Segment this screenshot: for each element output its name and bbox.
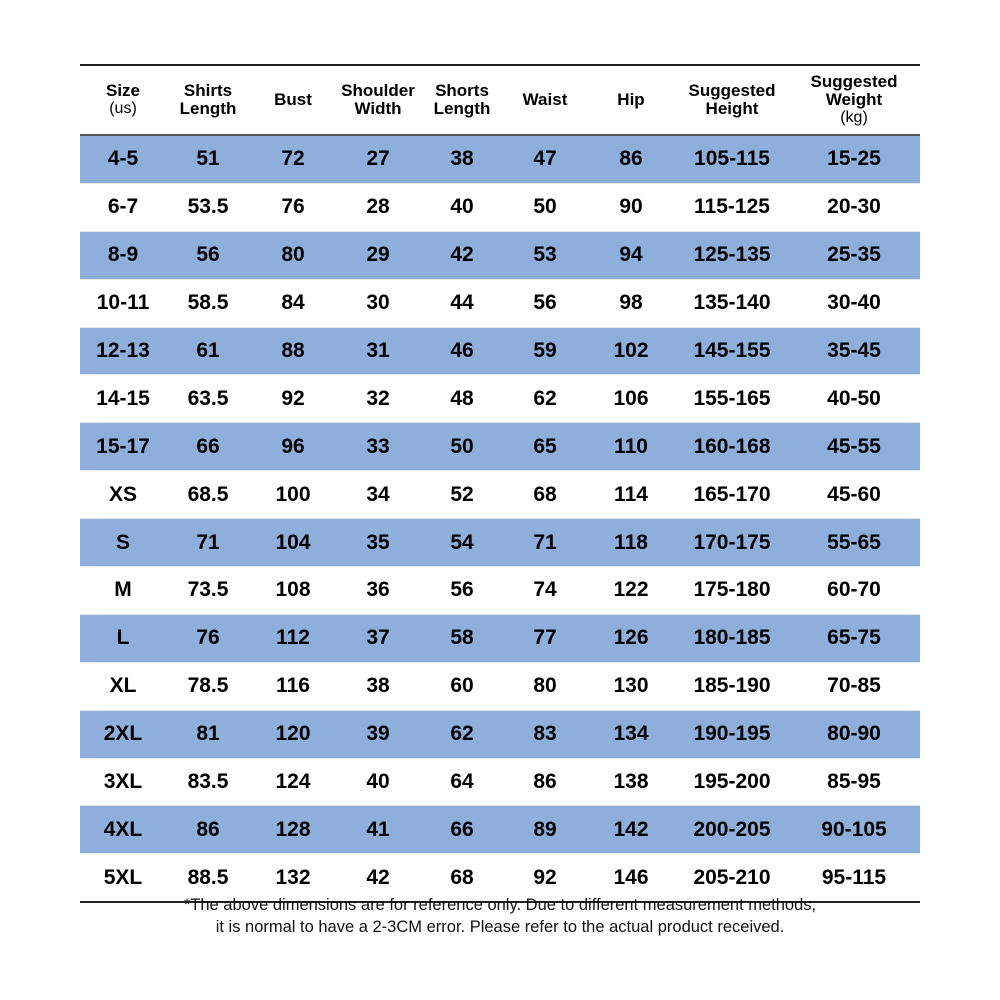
table-row <box>80 135 920 183</box>
cell-bust: 72 <box>250 135 336 183</box>
cell-shirts-length: 61 <box>166 327 250 375</box>
cell-suggested-height: 115-125 <box>676 183 788 231</box>
cell-suggested-height: 155-165 <box>676 375 788 423</box>
cell-shorts-length: 48 <box>420 375 504 423</box>
cell-suggested-height: 200-205 <box>676 806 788 854</box>
cell-suggested-height: 165-170 <box>676 471 788 519</box>
cell-bust: 120 <box>250 710 336 758</box>
cell-waist: 92 <box>504 854 586 901</box>
cell-waist: 74 <box>504 567 586 615</box>
cell-suggested-weight: 60-70 <box>788 567 920 615</box>
cell-shirts-length: 83.5 <box>166 758 250 806</box>
cell-bust: 108 <box>250 567 336 615</box>
cell-bust: 116 <box>250 662 336 710</box>
header-label: Hip <box>617 90 645 109</box>
cell-shoulder-width: 32 <box>336 375 420 423</box>
header-label: Shorts Length <box>433 81 491 118</box>
cell-shorts-length: 56 <box>420 567 504 615</box>
cell-size: 3XL <box>80 758 166 806</box>
cell-shoulder-width: 28 <box>336 183 420 231</box>
cell-waist: 53 <box>504 231 586 279</box>
cell-bust: 104 <box>250 519 336 567</box>
cell-suggested-height: 170-175 <box>676 519 788 567</box>
cell-waist: 50 <box>504 183 586 231</box>
cell-waist: 56 <box>504 279 586 327</box>
cell-shorts-length: 46 <box>420 327 504 375</box>
cell-suggested-height: 145-155 <box>676 327 788 375</box>
cell-shorts-length: 60 <box>420 662 504 710</box>
header-shorts-length <box>420 66 504 135</box>
cell-suggested-height: 180-185 <box>676 614 788 662</box>
table-row <box>80 327 920 375</box>
header-unit: (us) <box>109 100 137 117</box>
cell-shoulder-width: 42 <box>336 854 420 901</box>
cell-waist: 77 <box>504 614 586 662</box>
cell-shirts-length: 76 <box>166 614 250 662</box>
cell-size: 5XL <box>80 854 166 901</box>
cell-size: 15-17 <box>80 423 166 471</box>
table-row <box>80 710 920 758</box>
cell-hip: 146 <box>586 854 676 901</box>
cell-waist: 47 <box>504 135 586 183</box>
cell-waist: 71 <box>504 519 586 567</box>
cell-hip: 110 <box>586 423 676 471</box>
cell-bust: 124 <box>250 758 336 806</box>
cell-shirts-length: 86 <box>166 806 250 854</box>
header-label: Bust <box>274 90 312 109</box>
cell-shirts-length: 73.5 <box>166 567 250 615</box>
cell-hip: 86 <box>586 135 676 183</box>
cell-shoulder-width: 40 <box>336 758 420 806</box>
cell-shirts-length: 56 <box>166 231 250 279</box>
cell-waist: 62 <box>504 375 586 423</box>
cell-shirts-length: 68.5 <box>166 471 250 519</box>
cell-suggested-weight: 90-105 <box>788 806 920 854</box>
cell-shirts-length: 53.5 <box>166 183 250 231</box>
cell-bust: 92 <box>250 375 336 423</box>
cell-size: M <box>80 567 166 615</box>
cell-suggested-weight: 55-65 <box>788 519 920 567</box>
table-row <box>80 567 920 615</box>
header-row <box>80 66 920 135</box>
header-suggested-weight <box>788 66 920 135</box>
cell-bust: 76 <box>250 183 336 231</box>
cell-waist: 89 <box>504 806 586 854</box>
cell-bust: 84 <box>250 279 336 327</box>
cell-suggested-weight: 20-30 <box>788 183 920 231</box>
cell-suggested-weight: 45-60 <box>788 471 920 519</box>
cell-suggested-weight: 25-35 <box>788 231 920 279</box>
cell-bust: 100 <box>250 471 336 519</box>
cell-suggested-weight: 40-50 <box>788 375 920 423</box>
cell-size: L <box>80 614 166 662</box>
cell-hip: 90 <box>586 183 676 231</box>
header-label: Waist <box>522 90 568 109</box>
cell-suggested-height: 195-200 <box>676 758 788 806</box>
cell-suggested-height: 135-140 <box>676 279 788 327</box>
table-row <box>80 806 920 854</box>
header-hip <box>586 66 676 135</box>
table-row <box>80 758 920 806</box>
cell-shirts-length: 81 <box>166 710 250 758</box>
cell-hip: 126 <box>586 614 676 662</box>
cell-shorts-length: 38 <box>420 135 504 183</box>
cell-hip: 134 <box>586 710 676 758</box>
disclaimer-note <box>0 894 1000 938</box>
cell-shorts-length: 44 <box>420 279 504 327</box>
cell-hip: 118 <box>586 519 676 567</box>
cell-bust: 132 <box>250 854 336 901</box>
cell-size: 10-11 <box>80 279 166 327</box>
cell-shoulder-width: 30 <box>336 279 420 327</box>
header-unit: (kg) <box>840 109 868 126</box>
cell-size: 4XL <box>80 806 166 854</box>
cell-shoulder-width: 29 <box>336 231 420 279</box>
cell-hip: 142 <box>586 806 676 854</box>
header-shoulder-width <box>336 66 420 135</box>
cell-size: XL <box>80 662 166 710</box>
cell-shirts-length: 63.5 <box>166 375 250 423</box>
cell-size: S <box>80 519 166 567</box>
disclaimer-line-2: it is normal to have a 2-3CM error. Please refer to the actual product received. <box>215 918 785 936</box>
cell-hip: 94 <box>586 231 676 279</box>
cell-suggested-height: 190-195 <box>676 710 788 758</box>
cell-bust: 88 <box>250 327 336 375</box>
cell-suggested-weight: 35-45 <box>788 327 920 375</box>
cell-shoulder-width: 36 <box>336 567 420 615</box>
cell-size: 8-9 <box>80 231 166 279</box>
cell-shoulder-width: 38 <box>336 662 420 710</box>
header-label: Size <box>105 81 141 100</box>
table-row <box>80 231 920 279</box>
cell-shorts-length: 40 <box>420 183 504 231</box>
table-row <box>80 375 920 423</box>
cell-shorts-length: 52 <box>420 471 504 519</box>
cell-hip: 106 <box>586 375 676 423</box>
table-row <box>80 471 920 519</box>
cell-suggested-weight: 45-55 <box>788 423 920 471</box>
cell-hip: 130 <box>586 662 676 710</box>
cell-suggested-height: 160-168 <box>676 423 788 471</box>
cell-hip: 98 <box>586 279 676 327</box>
table-row <box>80 183 920 231</box>
cell-bust: 80 <box>250 231 336 279</box>
cell-shirts-length: 51 <box>166 135 250 183</box>
cell-shoulder-width: 39 <box>336 710 420 758</box>
cell-shorts-length: 62 <box>420 710 504 758</box>
cell-hip: 122 <box>586 567 676 615</box>
cell-suggested-weight: 80-90 <box>788 710 920 758</box>
cell-shirts-length: 66 <box>166 423 250 471</box>
cell-waist: 59 <box>504 327 586 375</box>
cell-waist: 80 <box>504 662 586 710</box>
cell-shirts-length: 58.5 <box>166 279 250 327</box>
cell-size: 12-13 <box>80 327 166 375</box>
cell-shoulder-width: 35 <box>336 519 420 567</box>
header-shirts-length <box>166 66 250 135</box>
cell-shorts-length: 50 <box>420 423 504 471</box>
cell-shorts-length: 58 <box>420 614 504 662</box>
cell-waist: 65 <box>504 423 586 471</box>
table-row <box>80 662 920 710</box>
header-label: Shirts Length <box>179 81 237 118</box>
cell-bust: 96 <box>250 423 336 471</box>
cell-size: 6-7 <box>80 183 166 231</box>
cell-shorts-length: 68 <box>420 854 504 901</box>
cell-suggested-height: 175-180 <box>676 567 788 615</box>
cell-suggested-weight: 85-95 <box>788 758 920 806</box>
header-size <box>80 66 166 135</box>
cell-hip: 102 <box>586 327 676 375</box>
header-bust <box>250 66 336 135</box>
disclaimer-line-1: *The above dimensions are for reference only. Due to different measurement methods, <box>183 896 817 914</box>
table-row <box>80 614 920 662</box>
header-suggested-height <box>676 66 788 135</box>
cell-size: XS <box>80 471 166 519</box>
header-label: Suggested Weight <box>810 72 898 109</box>
cell-suggested-height: 205-210 <box>676 854 788 901</box>
cell-suggested-weight: 70-85 <box>788 662 920 710</box>
cell-hip: 138 <box>586 758 676 806</box>
cell-shoulder-width: 41 <box>336 806 420 854</box>
cell-shorts-length: 42 <box>420 231 504 279</box>
cell-shoulder-width: 31 <box>336 327 420 375</box>
cell-shirts-length: 88.5 <box>166 854 250 901</box>
cell-shirts-length: 78.5 <box>166 662 250 710</box>
cell-suggested-weight: 95-115 <box>788 854 920 901</box>
cell-shirts-length: 71 <box>166 519 250 567</box>
table-row <box>80 423 920 471</box>
cell-shoulder-width: 34 <box>336 471 420 519</box>
table-body <box>80 135 920 901</box>
cell-bust: 128 <box>250 806 336 854</box>
header-label: Shoulder Width <box>341 81 415 118</box>
cell-suggested-weight: 30-40 <box>788 279 920 327</box>
size-table <box>80 66 920 901</box>
cell-suggested-weight: 15-25 <box>788 135 920 183</box>
cell-waist: 68 <box>504 471 586 519</box>
cell-size: 4-5 <box>80 135 166 183</box>
cell-shoulder-width: 27 <box>336 135 420 183</box>
cell-suggested-height: 185-190 <box>676 662 788 710</box>
cell-bust: 112 <box>250 614 336 662</box>
cell-shorts-length: 54 <box>420 519 504 567</box>
cell-suggested-weight: 65-75 <box>788 614 920 662</box>
cell-hip: 114 <box>586 471 676 519</box>
cell-shorts-length: 66 <box>420 806 504 854</box>
table-row <box>80 279 920 327</box>
cell-waist: 83 <box>504 710 586 758</box>
cell-suggested-height: 105-115 <box>676 135 788 183</box>
cell-shoulder-width: 33 <box>336 423 420 471</box>
cell-size: 14-15 <box>80 375 166 423</box>
cell-shorts-length: 64 <box>420 758 504 806</box>
header-waist <box>504 66 586 135</box>
cell-waist: 86 <box>504 758 586 806</box>
cell-shoulder-width: 37 <box>336 614 420 662</box>
table-row <box>80 519 920 567</box>
cell-size: 2XL <box>80 710 166 758</box>
cell-suggested-height: 125-135 <box>676 231 788 279</box>
header-label: Suggested Height <box>688 81 776 118</box>
size-chart <box>80 64 920 903</box>
